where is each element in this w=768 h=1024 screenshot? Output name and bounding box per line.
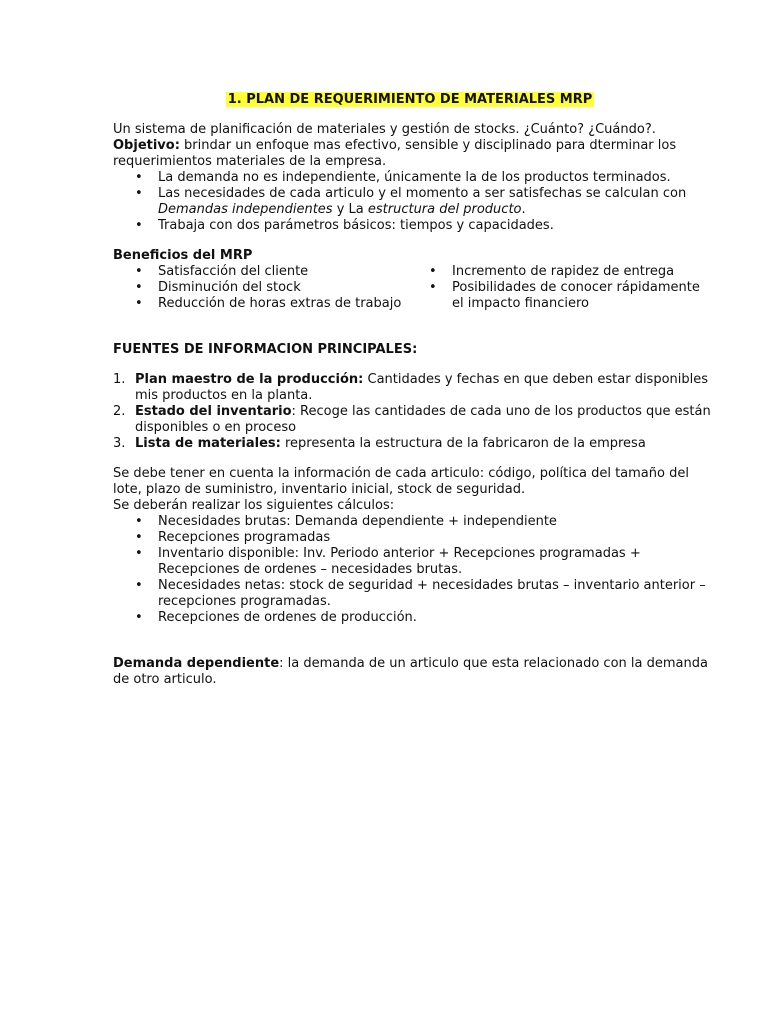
list-item bbox=[113, 372, 713, 404]
list-item-text-end: . bbox=[521, 202, 526, 217]
beneficios-heading: Beneficios del MRP bbox=[113, 248, 253, 263]
list-item: • Necesidades brutas: Demanda dependiente + independiente bbox=[113, 514, 713, 530]
demanda-text: : la demanda de un articulo que esta relacionado con la demanda de otro articulo. bbox=[113, 656, 708, 687]
list-number: 1. bbox=[113, 372, 126, 387]
estructura-producto-term: estructura del producto bbox=[367, 202, 522, 217]
list-item-text-connector: y La bbox=[332, 202, 368, 217]
list-number: 2. bbox=[113, 404, 126, 419]
calculos-intro: Se deberán realizar los siguientes cálculos: bbox=[113, 498, 395, 513]
demanda-paragraph bbox=[113, 656, 713, 688]
list-number: 3. bbox=[113, 436, 126, 451]
list-item-text: Las necesidades de cada articulo y el momento a ser satisfechas se calculan con bbox=[158, 186, 687, 201]
objetivo-label: Objetivo: bbox=[113, 138, 180, 153]
beneficios-left-list bbox=[113, 264, 407, 312]
list-item bbox=[113, 218, 713, 234]
list-item-label: Plan maestro de la producción: bbox=[135, 372, 364, 387]
fuentes-numbered-list bbox=[113, 372, 713, 452]
demanda-label: Demanda dependiente bbox=[113, 656, 280, 671]
list-item: • Reducción de horas extras de trabajo bbox=[113, 296, 407, 312]
info-paragraph: Se debe tener en cuenta la información de cada articulo: código, política del tamaño del lote, plazo de suministro, inventario inicial, stock de seguridad. bbox=[113, 466, 689, 497]
intro-paragraph bbox=[113, 122, 713, 170]
list-item-text: : Recoge las cantidades de cada uno de los productos que están disponibles o en proceso bbox=[135, 404, 711, 435]
list-item-text: Cantidades y fechas en que deben estar disponibles mis productos en la planta. bbox=[135, 372, 709, 403]
list-item: • Incremento de rapidez de entrega bbox=[407, 264, 713, 280]
objetivo-text: brindar un enfoque mas efectivo, sensible y disciplinado para dterminar los requerimientos materiales de la empresa. bbox=[113, 138, 677, 169]
list-item: • Recepciones programadas bbox=[113, 530, 713, 546]
intro-bullet-list bbox=[113, 170, 713, 234]
list-item-text: representa la estructura de la fabricaron de la empresa bbox=[280, 436, 646, 451]
list-item: • Recepciones de ordenes de producción. bbox=[113, 610, 713, 626]
list-item: • Disminución del stock bbox=[113, 280, 407, 296]
beneficios-columns bbox=[113, 264, 713, 312]
demandas-independientes-term: Demandas independientes bbox=[158, 202, 333, 217]
beneficios-right-list bbox=[407, 264, 713, 312]
title-row bbox=[107, 92, 713, 108]
list-item: • Satisfacción del cliente bbox=[113, 264, 407, 280]
fuentes-heading: FUENTES DE INFORMACION PRINCIPALES: bbox=[113, 342, 418, 357]
list-item bbox=[113, 186, 713, 218]
document-title: 1. PLAN DE REQUERIMIENTO DE MATERIALES MRP bbox=[227, 92, 593, 107]
list-item: • Posibilidades de conocer rápidamente el impacto financiero bbox=[407, 280, 713, 312]
list-item bbox=[113, 404, 713, 436]
list-item-text: La demanda no es independiente, únicamente la de los productos terminados. bbox=[158, 170, 671, 185]
list-item bbox=[113, 170, 713, 186]
list-item-text: Trabaja con dos parámetros básicos: tiempos y capacidades. bbox=[158, 218, 554, 233]
intro-text: Un sistema de planificación de materiales y gestión de stocks. ¿Cuánto? ¿Cuándo?. bbox=[113, 122, 656, 137]
calculos-list bbox=[113, 514, 713, 626]
list-item-label: Estado del inventario bbox=[135, 404, 292, 419]
list-item: • Inventario disponible: Inv. Periodo anterior + Recepciones programadas + Recepciones de ordenes – necesidades brutas. bbox=[113, 546, 713, 578]
list-item-label: Lista de materiales: bbox=[135, 436, 281, 451]
document-page bbox=[113, 92, 713, 688]
list-item: • Necesidades netas: stock de seguridad + necesidades brutas – inventario anterior – recepciones programadas. bbox=[113, 578, 713, 610]
list-item bbox=[113, 436, 713, 452]
